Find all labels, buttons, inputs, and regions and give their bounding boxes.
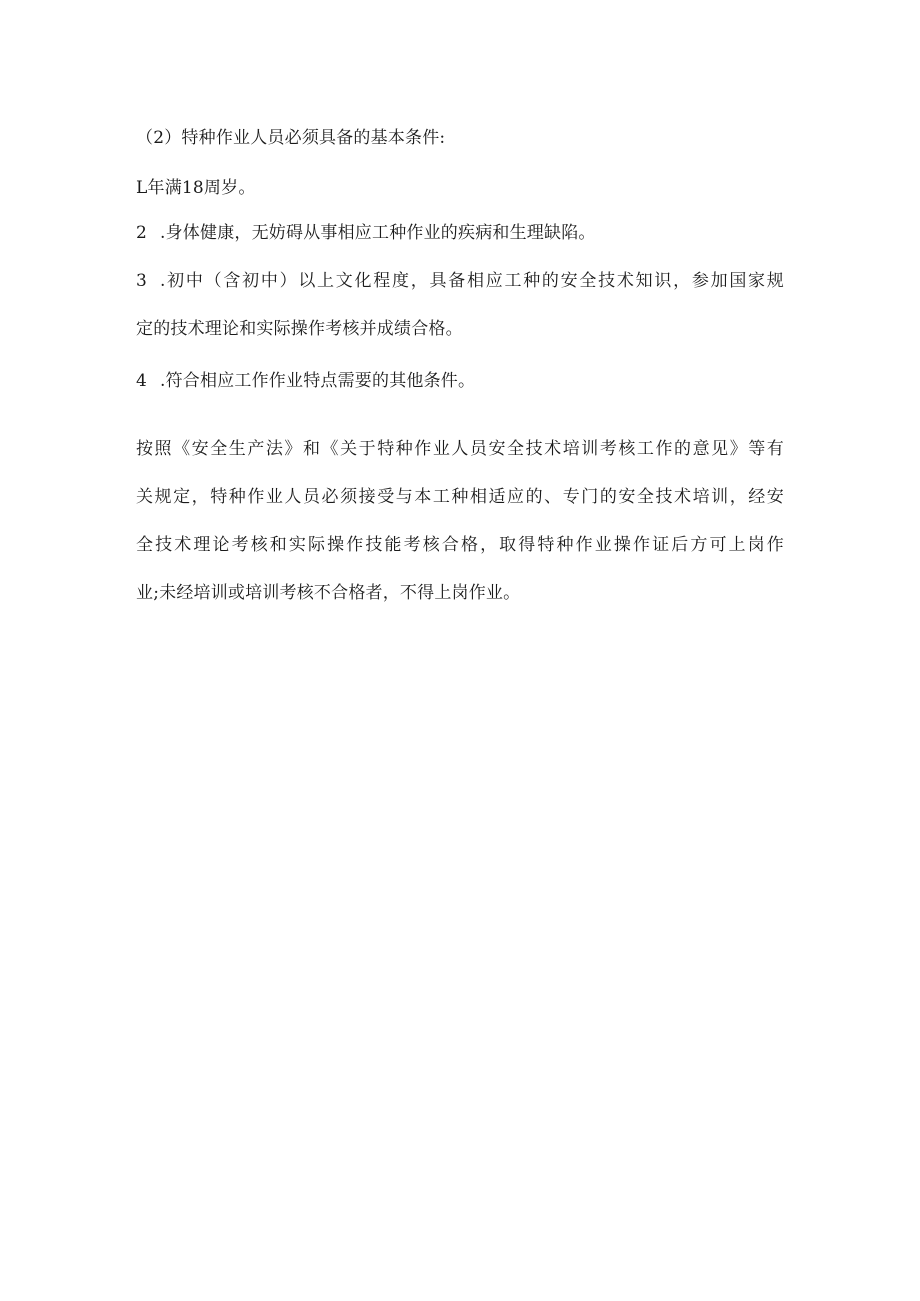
condition-number: 3 — [136, 271, 148, 291]
paragraph-line-3: 全技术理论考核和实际操作技能考核合格，取得特种作业操作证后方可上岗作 — [136, 535, 784, 555]
condition-text: .符合相应工作作业特点需要的其他条件。 — [160, 371, 476, 391]
condition-item-1: L年满18周岁。 — [136, 178, 256, 198]
condition-number: 4 — [136, 371, 148, 391]
paragraph-line-4: 业;未经培训或培训考核不合格者，不得上岗作业。 — [136, 583, 521, 603]
condition-item-3 — [136, 270, 784, 292]
condition-item-4 — [136, 370, 475, 392]
paragraph-line-1: 按照《安全生产法》和《关于特种作业人员安全技术培训考核工作的意见》等有 — [136, 439, 784, 459]
condition-text: .初中（含初中）以上文化程度，具备相应工种的安全技术知识，参加国家规 — [160, 271, 784, 291]
paragraph-line-2: 关规定，特种作业人员必须接受与本工种相适应的、专门的安全技术培训，经安 — [136, 487, 784, 507]
condition-item-3-continued: 定的技术理论和实际操作考核并成绩合格。 — [136, 319, 463, 339]
condition-item-2 — [136, 222, 596, 244]
condition-text: .身体健康，无妨碍从事相应工种作业的疾病和生理缺陷。 — [160, 223, 596, 243]
condition-number: 2 — [136, 223, 148, 243]
section-heading: （2）特种作业人员必须具备的基本条件: — [136, 128, 446, 148]
